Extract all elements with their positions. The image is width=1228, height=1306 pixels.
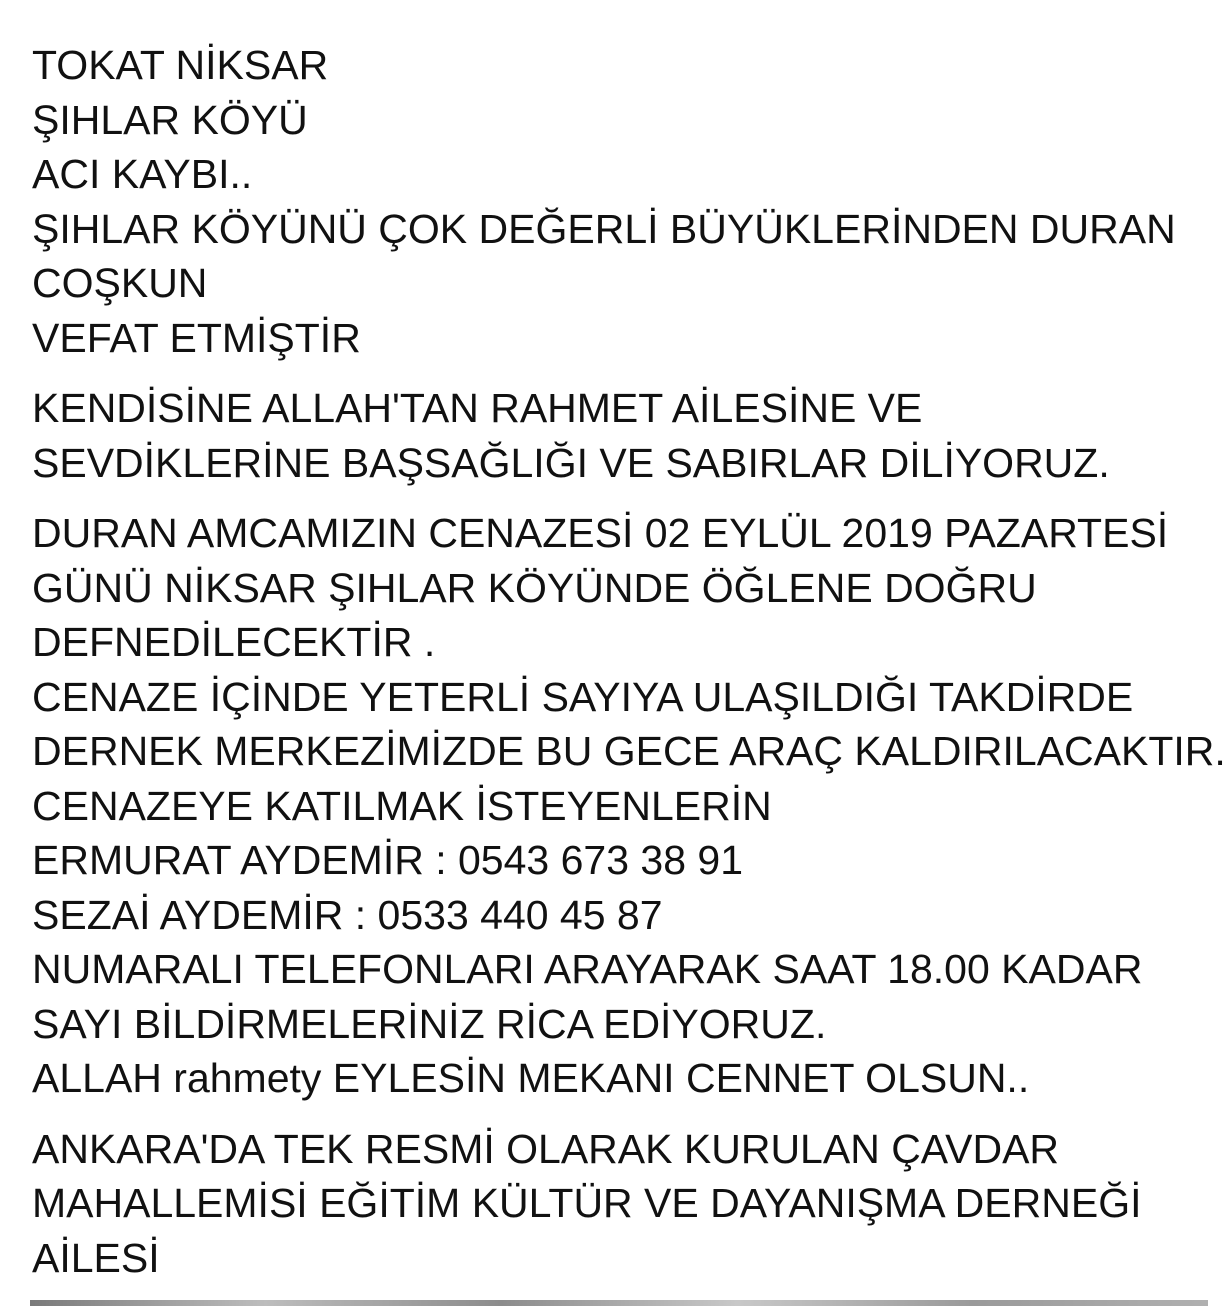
post-line: DEFNEDİLECEKTİR .	[32, 619, 436, 665]
post-line: ŞIHLAR KÖYÜ	[32, 96, 308, 143]
post-paragraph-1	[32, 38, 1222, 365]
post-line: CENAZE İÇİNDE YETERLİ SAYIYA ULAŞILDIĞI TAKDİRDE	[32, 673, 1134, 720]
post-line: GÜNÜ NİKSAR ŞIHLAR KÖYÜNDE ÖĞLENE DOĞRU	[32, 564, 1037, 611]
post-line: CENAZEYE KATILMAK İSTEYENLERİN	[32, 782, 772, 829]
post-line: COŞKUN	[32, 260, 208, 306]
post-line: TOKAT NİKSAR	[32, 42, 329, 88]
post-paragraph-4	[32, 1122, 1222, 1286]
post-line: ALLAH rahmety EYLESİN MEKANI CENNET OLSUN..	[32, 1055, 1030, 1101]
attached-image-edge[interactable]	[30, 1300, 1208, 1306]
post-line: KENDİSİNE ALLAH'TAN RAHMET AİLESİNE VE	[32, 385, 923, 431]
phone-contact-1: ERMURAT AYDEMİR : 0543 673 38 91	[32, 837, 743, 883]
post-paragraph-2	[32, 381, 1222, 490]
post-line: DERNEK MERKEZİMİZDE BU GECE ARAÇ KALDIRILACAKTIR.	[32, 728, 1226, 774]
post-line: ANKARA'DA TEK RESMİ OLARAK KURULAN ÇAVDAR	[32, 1125, 1060, 1172]
post-line: NUMARALI TELEFONLARI ARAYARAK SAAT 18.00 KADAR	[32, 946, 1143, 992]
post-paragraph-3	[32, 506, 1226, 1106]
post-line: ŞIHLAR KÖYÜNÜ ÇOK DEĞERLİ BÜYÜKLERİNDEN DURAN	[32, 205, 1176, 252]
post-line: SAYI BİLDİRMELERİNİZ RİCA EDİYORUZ.	[32, 1000, 827, 1047]
post-line: SEVDİKLERİNE BAŞSAĞLIĞI VE SABIRLAR DİLİYORUZ.	[32, 439, 1110, 486]
post-body	[32, 38, 1226, 1285]
post-line: ACI KAYBI..	[32, 151, 253, 197]
post-line: MAHALLEMİSİ EĞİTİM KÜLTÜR VE DAYANIŞMA DERNEĞİ	[32, 1180, 1142, 1226]
post-line: AİLESİ	[32, 1234, 160, 1281]
post-line: DURAN AMCAMIZIN CENAZESİ 02 EYLÜL 2019 PAZARTESİ	[32, 510, 1169, 556]
post-line: VEFAT ETMİŞTİR	[32, 314, 361, 361]
phone-contact-2: SEZAİ AYDEMİR : 0533 440 45 87	[32, 891, 663, 938]
